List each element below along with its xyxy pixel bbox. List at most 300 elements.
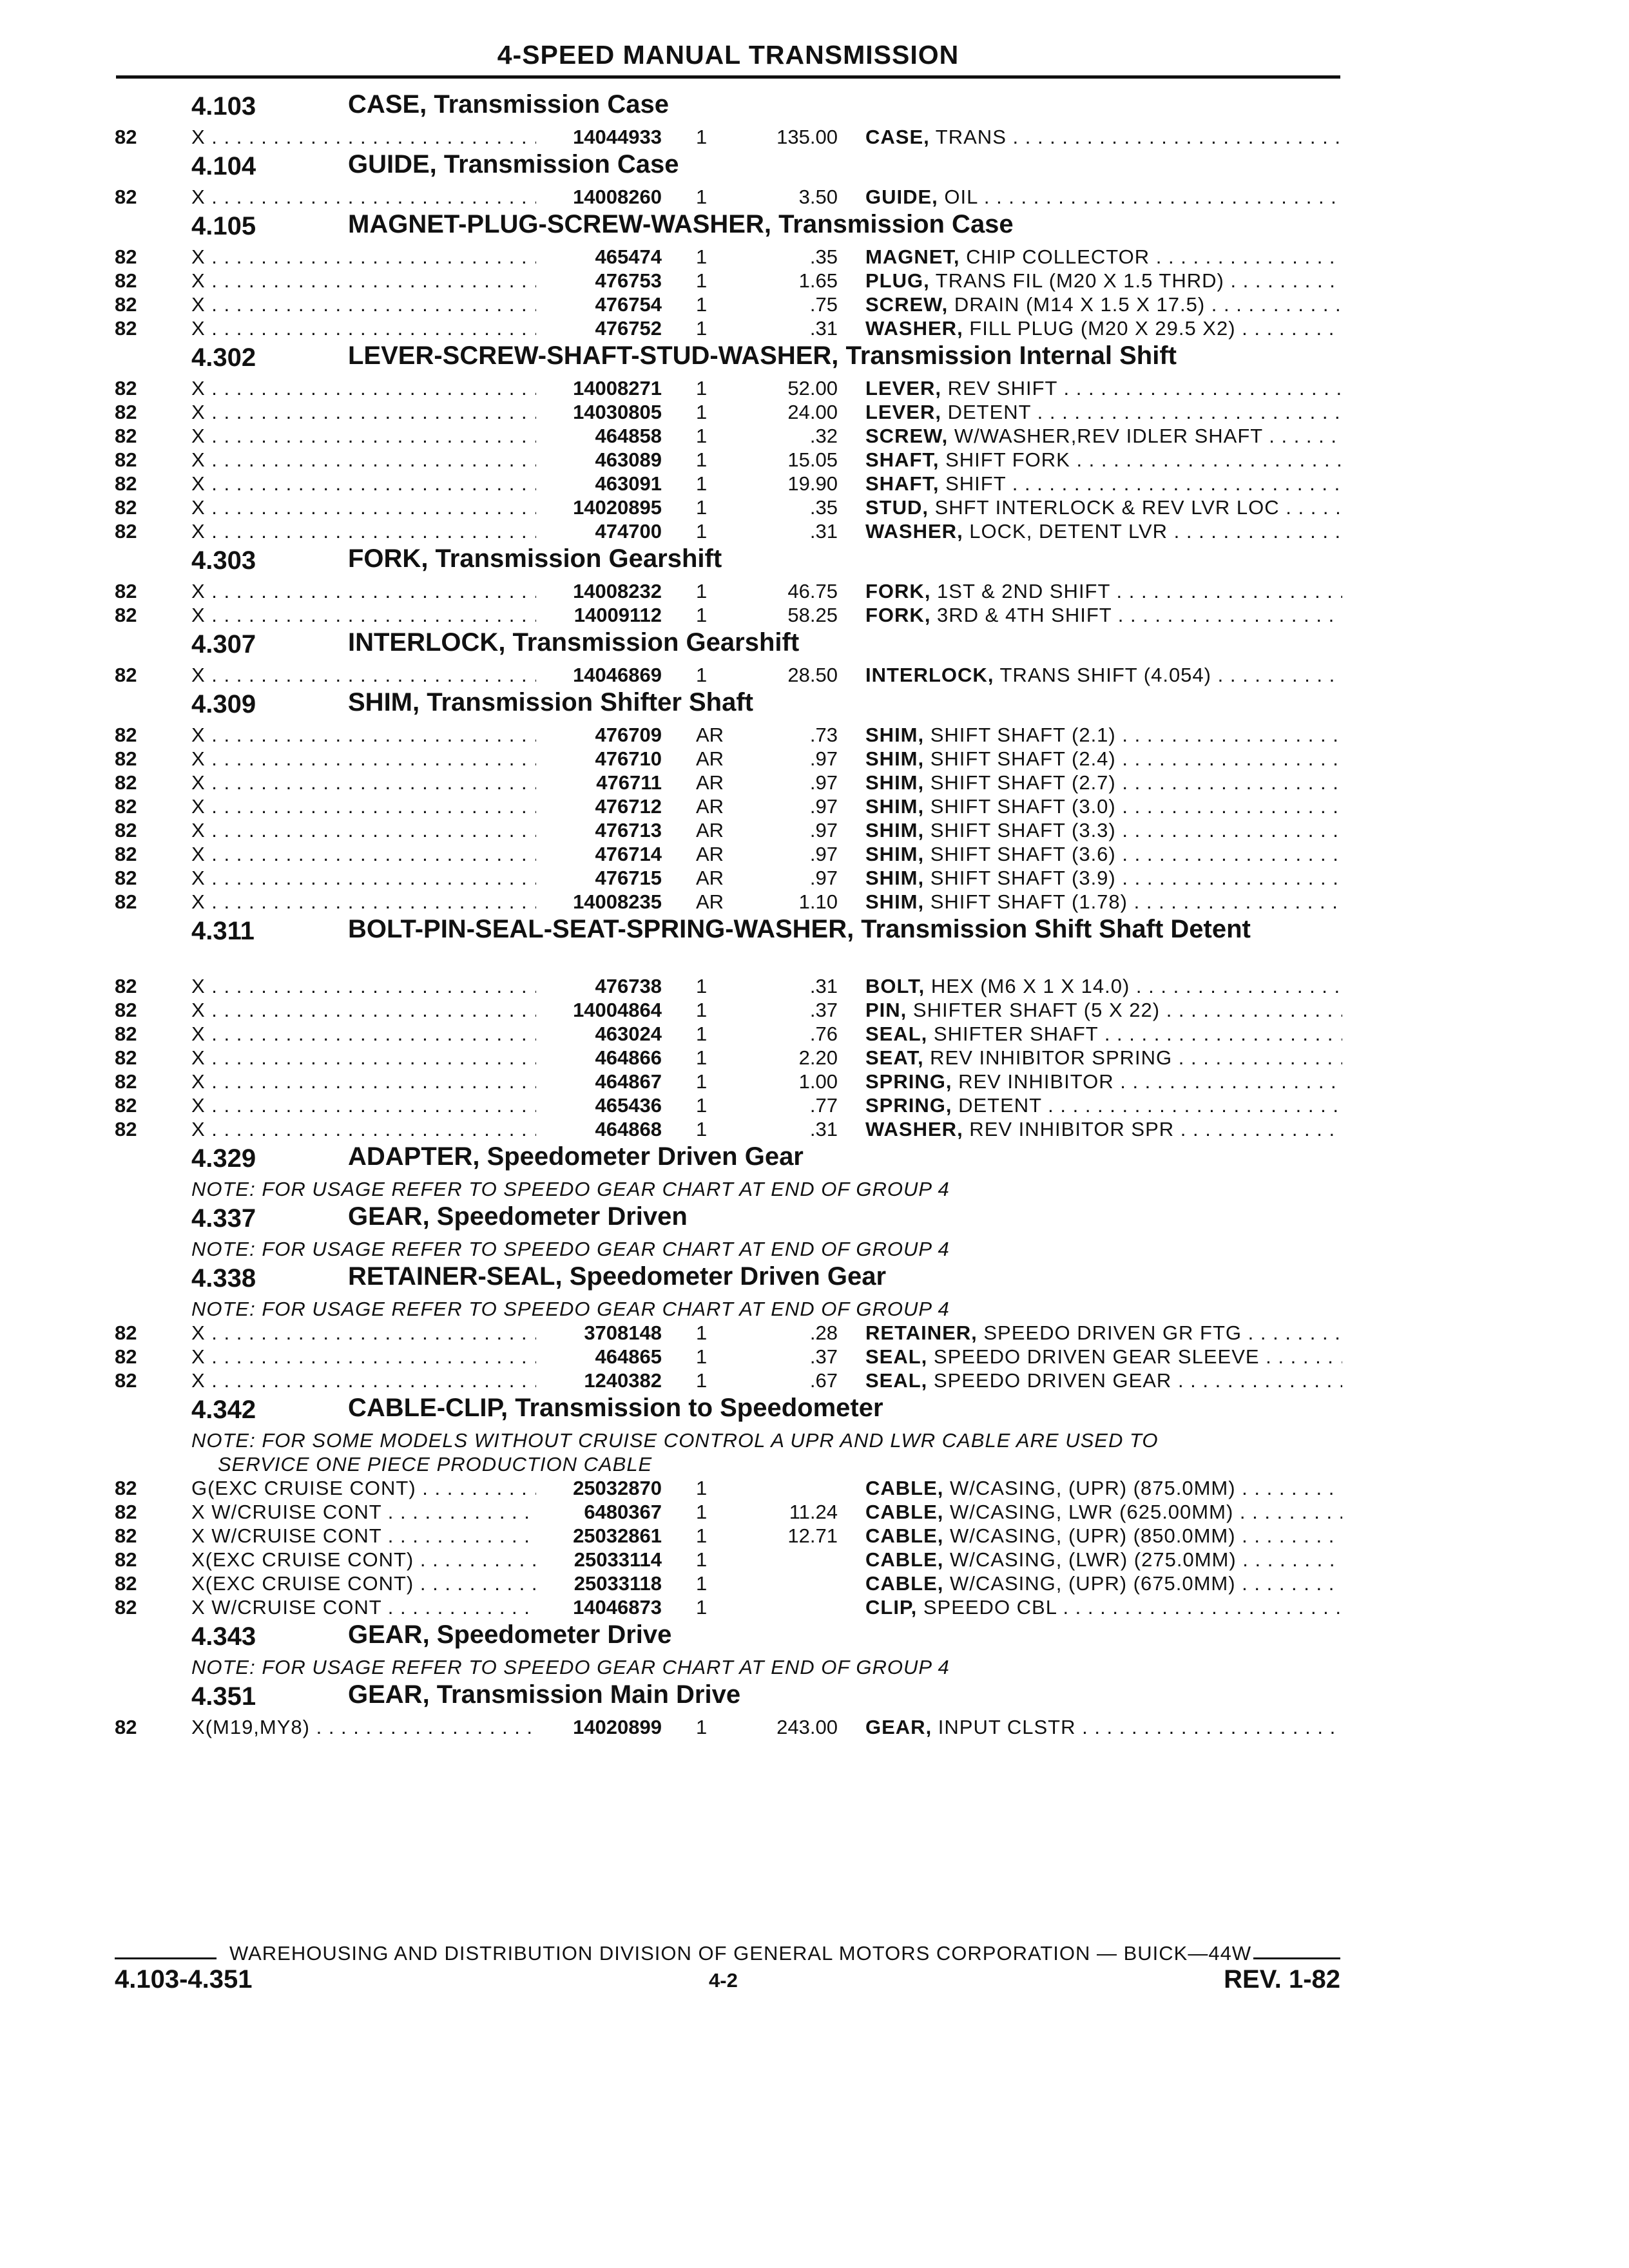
section-title: GEAR, Transmission Main Drive bbox=[348, 1680, 741, 1709]
section-header bbox=[0, 1140, 1629, 1177]
part-detail: REV INHIBITOR bbox=[952, 1070, 1114, 1093]
model-code: X . . . bbox=[191, 1023, 536, 1046]
quantity: 1 bbox=[696, 1596, 708, 1619]
part-noun: CABLE, bbox=[865, 1548, 944, 1571]
model-code: X . . . bbox=[191, 126, 536, 149]
model-code: X . . . bbox=[191, 472, 536, 495]
price: 1.00 bbox=[798, 1070, 838, 1093]
quantity: 1 bbox=[696, 377, 708, 399]
model-code: X . . . bbox=[191, 448, 536, 472]
model-year: 82 bbox=[115, 843, 137, 865]
quantity: 1 bbox=[696, 1118, 708, 1140]
model-year: 82 bbox=[115, 1023, 137, 1045]
price: .76 bbox=[809, 1023, 838, 1045]
price: 135.00 bbox=[776, 126, 838, 148]
price: .75 bbox=[809, 293, 838, 316]
model-year: 82 bbox=[115, 317, 137, 340]
part-number: 463089 bbox=[538, 448, 662, 472]
model-code: X . . . bbox=[191, 245, 536, 269]
part-number: 14008232 bbox=[538, 580, 662, 603]
model-year: 82 bbox=[115, 890, 137, 913]
quantity: AR bbox=[696, 747, 724, 770]
part-noun: LEVER, bbox=[865, 377, 941, 399]
model-code: X . . . bbox=[191, 604, 536, 627]
quantity: 1 bbox=[696, 1023, 708, 1045]
part-noun: SPRING, bbox=[865, 1070, 952, 1093]
part-noun: MAGNET, bbox=[865, 245, 960, 268]
part-row bbox=[0, 184, 1629, 208]
model-code: X . . . bbox=[191, 425, 536, 448]
part-row bbox=[0, 519, 1629, 543]
quantity: 1 bbox=[696, 472, 708, 495]
model-code: X . . . bbox=[191, 1070, 536, 1093]
part-noun: CASE, bbox=[865, 126, 930, 148]
part-number: 476712 bbox=[538, 795, 662, 818]
section-number: 4.343 bbox=[191, 1622, 256, 1651]
model-code: X W/CRUISE CONT . . . bbox=[191, 1501, 536, 1524]
model-year: 82 bbox=[115, 1321, 137, 1344]
model-year: 82 bbox=[115, 1118, 137, 1140]
quantity: 1 bbox=[696, 496, 708, 519]
part-noun: FORK, bbox=[865, 604, 931, 626]
model-code: X . . . bbox=[191, 724, 536, 747]
part-detail: SHIFT SHAFT (3.0) bbox=[924, 795, 1116, 818]
part-detail: TRANS SHIFT (4.054) bbox=[994, 664, 1211, 686]
part-detail: W/CASING, LWR (625.00MM) bbox=[943, 1501, 1234, 1523]
model-year: 82 bbox=[115, 401, 137, 423]
part-description bbox=[865, 747, 1342, 771]
part-number: 1240382 bbox=[538, 1369, 662, 1392]
part-description bbox=[865, 795, 1342, 818]
model-code: X . . . bbox=[191, 1321, 536, 1345]
usage-note-text: NOTE: FOR USAGE REFER TO SPEEDO GEAR CHART AT END OF GROUP 4 bbox=[191, 1238, 950, 1260]
section-number: 4.302 bbox=[191, 343, 256, 372]
part-description bbox=[865, 269, 1342, 293]
section-number: 4.311 bbox=[191, 917, 255, 945]
section-title: FORK, Transmission Gearshift bbox=[348, 544, 722, 573]
price: .32 bbox=[809, 425, 838, 447]
part-description bbox=[865, 448, 1342, 472]
price: 46.75 bbox=[787, 580, 838, 602]
section-number: 4.338 bbox=[191, 1264, 256, 1293]
model-code: X . . . bbox=[191, 867, 536, 890]
section-title: GEAR, Speedometer Drive bbox=[348, 1620, 672, 1649]
quantity: 1 bbox=[696, 317, 708, 340]
part-number: 476738 bbox=[538, 975, 662, 998]
part-row bbox=[0, 818, 1629, 841]
part-row bbox=[0, 292, 1629, 316]
quantity: 1 bbox=[696, 1046, 708, 1069]
model-code: X W/CRUISE CONT . . . bbox=[191, 1596, 536, 1619]
price: .97 bbox=[809, 819, 838, 841]
part-noun: INTERLOCK, bbox=[865, 664, 994, 686]
part-row bbox=[0, 662, 1629, 686]
part-noun: SHIM, bbox=[865, 771, 925, 794]
part-noun: STUD, bbox=[865, 496, 929, 519]
part-number: 14044933 bbox=[538, 126, 662, 149]
part-detail: SHIFTER SHAFT (5 X 22) bbox=[907, 999, 1161, 1021]
part-row bbox=[0, 1475, 1629, 1499]
section-number: 4.303 bbox=[191, 546, 256, 575]
model-code: X . . . bbox=[191, 186, 536, 209]
part-row bbox=[0, 1117, 1629, 1140]
price: 1.10 bbox=[798, 890, 838, 913]
part-row bbox=[0, 770, 1629, 794]
quantity: 1 bbox=[696, 245, 708, 268]
part-detail: FILL PLUG (M20 X 29.5 X2) bbox=[963, 317, 1236, 340]
price: 243.00 bbox=[776, 1716, 838, 1738]
part-row bbox=[0, 268, 1629, 292]
quantity: 1 bbox=[696, 401, 708, 423]
section-number: 4.337 bbox=[191, 1204, 256, 1233]
part-number: 463091 bbox=[538, 472, 662, 495]
part-detail: HEX (M6 X 1 X 14.0) bbox=[925, 975, 1130, 997]
part-description bbox=[865, 664, 1342, 687]
part-row bbox=[0, 244, 1629, 268]
model-year: 82 bbox=[115, 999, 137, 1021]
section-number: 4.342 bbox=[191, 1396, 256, 1424]
part-row bbox=[0, 722, 1629, 746]
part-row bbox=[0, 1499, 1629, 1523]
quantity: 1 bbox=[696, 269, 708, 292]
quantity: 1 bbox=[696, 126, 708, 148]
part-detail: W/WASHER,REV IDLER SHAFT bbox=[948, 425, 1263, 447]
part-noun: LEVER, bbox=[865, 401, 941, 423]
price: .97 bbox=[809, 771, 838, 794]
section-header bbox=[0, 1260, 1629, 1296]
part-row bbox=[0, 1523, 1629, 1547]
model-code: X . . . bbox=[191, 819, 536, 842]
quantity: 1 bbox=[696, 1572, 708, 1595]
part-description bbox=[865, 1023, 1342, 1046]
part-detail: W/CASING, (UPR) (875.0MM) bbox=[943, 1477, 1236, 1499]
price: 24.00 bbox=[787, 401, 838, 423]
part-noun: WASHER, bbox=[865, 1118, 963, 1140]
part-noun: SHIM, bbox=[865, 724, 925, 746]
footer-rule-right bbox=[1253, 1957, 1340, 1959]
model-year: 82 bbox=[115, 975, 137, 997]
footer-rule-left bbox=[115, 1957, 217, 1959]
part-number: 25032870 bbox=[538, 1477, 662, 1500]
price: .97 bbox=[809, 843, 838, 865]
quantity: 1 bbox=[696, 1070, 708, 1093]
part-detail: 3RD & 4TH SHIFT bbox=[930, 604, 1112, 626]
quantity: 1 bbox=[696, 520, 708, 543]
price: 58.25 bbox=[787, 604, 838, 626]
part-number: 474700 bbox=[538, 520, 662, 543]
section-header bbox=[0, 148, 1629, 184]
part-description bbox=[865, 496, 1342, 519]
part-number: 464858 bbox=[538, 425, 662, 448]
parts-list bbox=[0, 88, 1629, 1738]
part-noun: CABLE, bbox=[865, 1501, 944, 1523]
model-code: X . . . bbox=[191, 975, 536, 998]
section-title: ADAPTER, Speedometer Driven Gear bbox=[348, 1142, 804, 1171]
section-header bbox=[0, 543, 1629, 579]
part-noun: SHAFT, bbox=[865, 448, 940, 471]
price: 15.05 bbox=[787, 448, 838, 471]
part-number: 476714 bbox=[538, 843, 662, 866]
usage-note bbox=[0, 1296, 1629, 1320]
model-code: X . . . bbox=[191, 1118, 536, 1141]
quantity: AR bbox=[696, 819, 724, 841]
price: .77 bbox=[809, 1094, 838, 1117]
part-row bbox=[0, 602, 1629, 626]
footer-section-range: 4.103-4.351 bbox=[115, 1965, 253, 1994]
price: .37 bbox=[809, 1345, 838, 1368]
model-code: X . . . bbox=[191, 890, 536, 914]
part-noun: CABLE, bbox=[865, 1477, 944, 1499]
part-detail: SHIFT SHAFT (2.1) bbox=[924, 724, 1116, 746]
model-year: 82 bbox=[115, 1548, 137, 1571]
part-description bbox=[865, 1596, 1342, 1619]
price: .97 bbox=[809, 747, 838, 770]
usage-note-text: SERVICE ONE PIECE PRODUCTION CABLE bbox=[218, 1453, 653, 1475]
part-detail: CHIP COLLECTOR bbox=[959, 245, 1150, 268]
part-row bbox=[0, 1344, 1629, 1368]
model-code: X . . . bbox=[191, 377, 536, 400]
section-header bbox=[0, 913, 1629, 974]
part-detail: SHIFT SHAFT (2.4) bbox=[924, 747, 1116, 770]
model-code: X(EXC CRUISE CONT) . . . bbox=[191, 1548, 536, 1571]
part-description bbox=[865, 1501, 1342, 1524]
part-noun: CLIP, bbox=[865, 1596, 918, 1619]
part-noun: SHIM, bbox=[865, 843, 925, 865]
part-noun: SHIM, bbox=[865, 795, 925, 818]
section-title: INTERLOCK, Transmission Gearshift bbox=[348, 628, 800, 657]
section-title: SHIM, Transmission Shifter Shaft bbox=[348, 688, 754, 716]
part-description bbox=[865, 293, 1342, 316]
model-code: X . . . bbox=[191, 317, 536, 340]
part-number: 464865 bbox=[538, 1345, 662, 1369]
section-number: 4.105 bbox=[191, 212, 256, 240]
part-number: 3708148 bbox=[538, 1321, 662, 1345]
part-description bbox=[865, 1369, 1342, 1392]
price: .37 bbox=[809, 999, 838, 1021]
part-noun: CABLE, bbox=[865, 1572, 944, 1595]
section-header bbox=[0, 1200, 1629, 1236]
model-year: 82 bbox=[115, 496, 137, 519]
part-number: 476709 bbox=[538, 724, 662, 747]
part-row bbox=[0, 1715, 1629, 1738]
section-header bbox=[0, 208, 1629, 244]
section-header bbox=[0, 340, 1629, 376]
part-description bbox=[865, 1345, 1342, 1369]
model-year: 82 bbox=[115, 245, 137, 268]
model-year: 82 bbox=[115, 1345, 137, 1368]
quantity: 1 bbox=[696, 1716, 708, 1738]
usage-note-text: NOTE: FOR USAGE REFER TO SPEEDO GEAR CHART AT END OF GROUP 4 bbox=[191, 1178, 950, 1200]
price: 12.71 bbox=[787, 1524, 838, 1547]
model-year: 82 bbox=[115, 126, 137, 148]
part-description bbox=[865, 1046, 1342, 1070]
part-number: 464866 bbox=[538, 1046, 662, 1070]
part-noun: PIN, bbox=[865, 999, 907, 1021]
model-year: 82 bbox=[115, 1070, 137, 1093]
part-row bbox=[0, 794, 1629, 818]
part-row bbox=[0, 1368, 1629, 1392]
part-noun: SEAT, bbox=[865, 1046, 924, 1069]
model-year: 82 bbox=[115, 819, 137, 841]
part-detail: SPEEDO CBL bbox=[917, 1596, 1057, 1619]
part-row bbox=[0, 841, 1629, 865]
part-description bbox=[865, 1716, 1342, 1739]
part-noun: FORK, bbox=[865, 580, 931, 602]
part-detail: TRANS FIL (M20 X 1.5 THRD) bbox=[929, 269, 1224, 292]
part-number: 476752 bbox=[538, 317, 662, 340]
quantity: 1 bbox=[696, 1477, 708, 1499]
header-rule bbox=[116, 75, 1340, 79]
revision-label: REV. 1-82 bbox=[1224, 1965, 1340, 1994]
model-year: 82 bbox=[115, 472, 137, 495]
part-description bbox=[865, 1477, 1342, 1500]
model-year: 82 bbox=[115, 1369, 137, 1392]
part-description bbox=[865, 604, 1342, 627]
part-description bbox=[865, 999, 1342, 1022]
part-noun: GEAR, bbox=[865, 1716, 932, 1738]
quantity: AR bbox=[696, 724, 724, 746]
section-number: 4.103 bbox=[191, 92, 256, 120]
part-detail: SPEEDO DRIVEN GR FTG bbox=[977, 1321, 1242, 1344]
part-detail: INPUT CLSTR bbox=[932, 1716, 1076, 1738]
section-number: 4.307 bbox=[191, 630, 256, 658]
model-code: X . . . bbox=[191, 999, 536, 1022]
price: .67 bbox=[809, 1369, 838, 1392]
model-code: X . . . bbox=[191, 664, 536, 687]
part-detail: SHIFT FORK bbox=[939, 448, 1070, 471]
part-detail: W/CASING, (UPR) (850.0MM) bbox=[943, 1524, 1236, 1547]
quantity: 1 bbox=[696, 1321, 708, 1344]
part-row bbox=[0, 399, 1629, 423]
part-number: 476754 bbox=[538, 293, 662, 316]
usage-note bbox=[0, 1655, 1629, 1678]
part-detail: LOCK, DETENT LVR bbox=[963, 520, 1168, 543]
price: 1.65 bbox=[798, 269, 838, 292]
model-code: X . . . bbox=[191, 1094, 536, 1117]
quantity: AR bbox=[696, 795, 724, 818]
part-noun: SHIM, bbox=[865, 867, 925, 889]
part-description bbox=[865, 245, 1342, 269]
part-number: 14004864 bbox=[538, 999, 662, 1022]
quantity: 1 bbox=[696, 580, 708, 602]
part-row bbox=[0, 1320, 1629, 1344]
price: .35 bbox=[809, 245, 838, 268]
part-description bbox=[865, 1321, 1342, 1345]
quantity: 1 bbox=[696, 425, 708, 447]
part-row bbox=[0, 1595, 1629, 1619]
part-noun: SEAL, bbox=[865, 1369, 928, 1392]
part-row bbox=[0, 471, 1629, 495]
section-title: BOLT-PIN-SEAL-SEAT-SPRING-WASHER, Transmission Shift Shaft Detent bbox=[348, 915, 1251, 943]
model-year: 82 bbox=[115, 1596, 137, 1619]
part-number: 465474 bbox=[538, 245, 662, 269]
section-header bbox=[0, 686, 1629, 722]
part-description bbox=[865, 975, 1342, 998]
model-year: 82 bbox=[115, 1094, 137, 1117]
part-row bbox=[0, 1021, 1629, 1045]
part-row bbox=[0, 1547, 1629, 1571]
part-description bbox=[865, 425, 1342, 448]
part-noun: BOLT, bbox=[865, 975, 925, 997]
section-title: GUIDE, Transmission Case bbox=[348, 150, 679, 178]
part-number: 14046873 bbox=[538, 1596, 662, 1619]
part-number: 465436 bbox=[538, 1094, 662, 1117]
part-noun: SCREW, bbox=[865, 425, 949, 447]
part-row bbox=[0, 746, 1629, 770]
model-year: 82 bbox=[115, 867, 137, 889]
part-noun: RETAINER, bbox=[865, 1321, 978, 1344]
section-header bbox=[0, 626, 1629, 662]
part-detail: SPEEDO DRIVEN GEAR SLEEVE bbox=[927, 1345, 1260, 1368]
price: 28.50 bbox=[787, 664, 838, 686]
part-noun: SHAFT, bbox=[865, 472, 940, 495]
model-year: 82 bbox=[115, 604, 137, 626]
part-noun: WASHER, bbox=[865, 317, 963, 340]
part-description bbox=[865, 1524, 1342, 1548]
part-detail: SHIFT SHAFT (1.78) bbox=[924, 890, 1128, 913]
usage-note bbox=[0, 1452, 1629, 1475]
part-detail: REV INHIBITOR SPRING bbox=[923, 1046, 1173, 1069]
part-detail: W/CASING, (UPR) (675.0MM) bbox=[943, 1572, 1236, 1595]
model-code: X W/CRUISE CONT . . . bbox=[191, 1524, 536, 1548]
part-number: 14046869 bbox=[538, 664, 662, 687]
quantity: 1 bbox=[696, 999, 708, 1021]
section-header bbox=[0, 1619, 1629, 1655]
price: .97 bbox=[809, 867, 838, 889]
section-title: GEAR, Speedometer Driven bbox=[348, 1202, 688, 1231]
part-detail: DETENT bbox=[941, 401, 1032, 423]
section-number: 4.329 bbox=[191, 1144, 256, 1173]
model-code: X . . . bbox=[191, 580, 536, 603]
part-detail: SHIFT bbox=[939, 472, 1007, 495]
quantity: 1 bbox=[696, 1369, 708, 1392]
model-code: X . . . bbox=[191, 520, 536, 543]
part-noun: SPRING, bbox=[865, 1094, 952, 1117]
quantity: 1 bbox=[696, 293, 708, 316]
part-noun: GUIDE, bbox=[865, 186, 938, 208]
model-year: 82 bbox=[115, 795, 137, 818]
price: 11.24 bbox=[789, 1501, 838, 1523]
quantity: AR bbox=[696, 867, 724, 889]
model-year: 82 bbox=[115, 580, 137, 602]
model-code: X(M19,MY8) . . . bbox=[191, 1716, 536, 1739]
part-description bbox=[865, 771, 1342, 794]
part-row bbox=[0, 447, 1629, 471]
section-number: 4.309 bbox=[191, 690, 256, 718]
part-row bbox=[0, 1571, 1629, 1595]
part-description bbox=[865, 1070, 1342, 1093]
quantity: 1 bbox=[696, 604, 708, 626]
part-detail: SHIFT SHAFT (3.6) bbox=[924, 843, 1116, 865]
part-description bbox=[865, 1548, 1342, 1571]
price: .97 bbox=[809, 795, 838, 818]
part-description bbox=[865, 867, 1342, 890]
usage-note-text: NOTE: FOR USAGE REFER TO SPEEDO GEAR CHART AT END OF GROUP 4 bbox=[191, 1656, 950, 1678]
part-description bbox=[865, 580, 1342, 603]
price: .73 bbox=[809, 724, 838, 746]
model-year: 82 bbox=[115, 448, 137, 471]
usage-note bbox=[0, 1177, 1629, 1200]
page-title: 4-SPEED MANUAL TRANSMISSION bbox=[497, 40, 959, 70]
part-detail: REV SHIFT bbox=[941, 377, 1057, 399]
quantity: 1 bbox=[696, 186, 708, 208]
price: 19.90 bbox=[787, 472, 838, 495]
model-code: X . . . bbox=[191, 1046, 536, 1070]
part-noun: CABLE, bbox=[865, 1524, 944, 1547]
quantity: 1 bbox=[696, 448, 708, 471]
part-detail: DETENT bbox=[952, 1094, 1042, 1117]
quantity: AR bbox=[696, 843, 724, 865]
